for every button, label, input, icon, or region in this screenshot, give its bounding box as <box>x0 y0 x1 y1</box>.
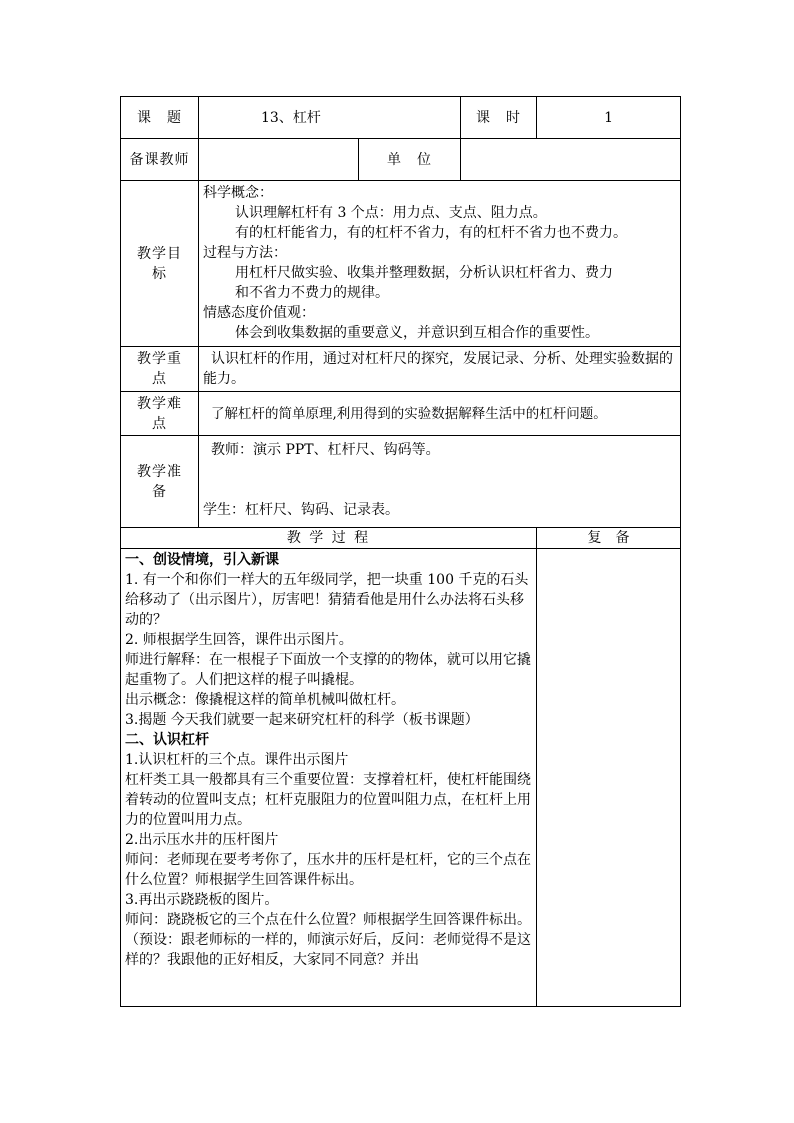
section-heading: 一、创设情境，引入新课 <box>125 552 279 568</box>
process-line: 师进行解释：在一根棍子下面放一个支撑的的物体，就可以用它撬起重物了。人们把这样的棍子叫撬棍。 <box>125 652 531 688</box>
process-line: 杠杆类工具一般都具有三个重要位置：支撑着杠杆，使杠杆能围绕着转动的位置叫支点；杠杆克服阻力的位置叫阻力点，在杠杆上用力的位置叫用力点。 <box>125 772 531 828</box>
key-points-label: 教学重点 <box>121 347 199 392</box>
process-line: 2.出示压水井的压杆图片 <box>125 832 279 848</box>
lesson-plan-sheet <box>120 96 680 1007</box>
goals-label: 教学目标 <box>121 181 199 347</box>
review-header: 复 备 <box>537 528 681 549</box>
prep-label: 教学准备 <box>121 436 199 528</box>
topic-value: 13、杠杆 <box>199 97 461 139</box>
goals-line: 用杠杆尺做实验、收集并整理数据，分析认识杠杆省力、费力 <box>235 265 613 281</box>
process-line: （预设：跟老师标的一样的，师演示好后，反问：老师觉得不是这样的？我跟他的正好相反，大家同不同意？并出 <box>125 932 531 968</box>
goals-line: 科学概念： <box>203 185 273 201</box>
key-points-text: 认识杠杆的作用，通过对杠杆尺的探究，发展记录、分析、处理实验数据的能力。 <box>199 347 681 392</box>
process-line: 出示概念：像撬棍这样的简单机械叫做杠杆。 <box>125 692 405 708</box>
hours-value: 1 <box>537 97 681 139</box>
goals-line: 过程与方法： <box>203 245 287 261</box>
unit-label: 单 位 <box>359 139 461 181</box>
process-line: 1.认识杠杆的三个点。课件出示图片 <box>125 752 349 768</box>
teacher-label: 备课教师 <box>121 139 199 181</box>
prep-teacher: 教师：演示 PPT、杠杆尺、钩码等。 <box>211 442 440 458</box>
difficulties-text: 了解杠杆的简单原理,利用得到的实验数据解释生活中的杠杆问题。 <box>199 392 681 436</box>
hours-label: 课 时 <box>461 97 537 139</box>
unit-value <box>461 139 681 181</box>
teacher-value <box>199 139 359 181</box>
difficulties-label: 教学难点 <box>121 392 199 436</box>
goals-content <box>199 181 681 347</box>
review-content <box>537 549 681 1007</box>
process-header: 教 学 过 程 <box>121 528 537 549</box>
goals-line: 和不省力不费力的规律。 <box>235 285 389 301</box>
process-line: 师问：跷跷板它的三个点在什么位置？师根据学生回答课件标出。 <box>125 912 531 928</box>
goals-line: 认识理解杠杆有 3 个点：用力点、支点、阻力点。 <box>235 205 547 221</box>
section-heading: 二、认识杠杆 <box>125 732 209 748</box>
process-line: 2. 师根据学生回答，课件出示图片。 <box>125 632 353 648</box>
goals-line: 体会到收集数据的重要意义，并意识到互相合作的重要性。 <box>235 325 599 341</box>
lesson-plan-table <box>120 96 681 1007</box>
goals-line: 有的杠杆能省力，有的杠杆不省力，有的杠杆不省力也不费力。 <box>235 225 627 241</box>
process-line: 3.再出示跷跷板的图片。 <box>125 892 279 908</box>
process-line: 3.揭题 今天我们就要一起来研究杠杆的科学（板书课题） <box>125 712 479 728</box>
goals-line: 情感态度价值观： <box>203 305 315 321</box>
process-line: 师问：老师现在要考考你了，压水井的压杆是杠杆，它的三个点在什么位置？师根据学生回答课件标出。 <box>125 852 531 888</box>
prep-content <box>199 436 681 528</box>
process-content <box>121 549 537 1007</box>
process-line: 1. 有一个和你们一样大的五年级同学，把一块重 100 千克的石头给移动了（出示图片），厉害吧！猜猜看他是用什么办法将石头移动的？ <box>125 572 529 628</box>
prep-student: 学生：杠杆尺、钩码、记录表。 <box>203 502 399 518</box>
topic-label: 课 题 <box>121 97 199 139</box>
